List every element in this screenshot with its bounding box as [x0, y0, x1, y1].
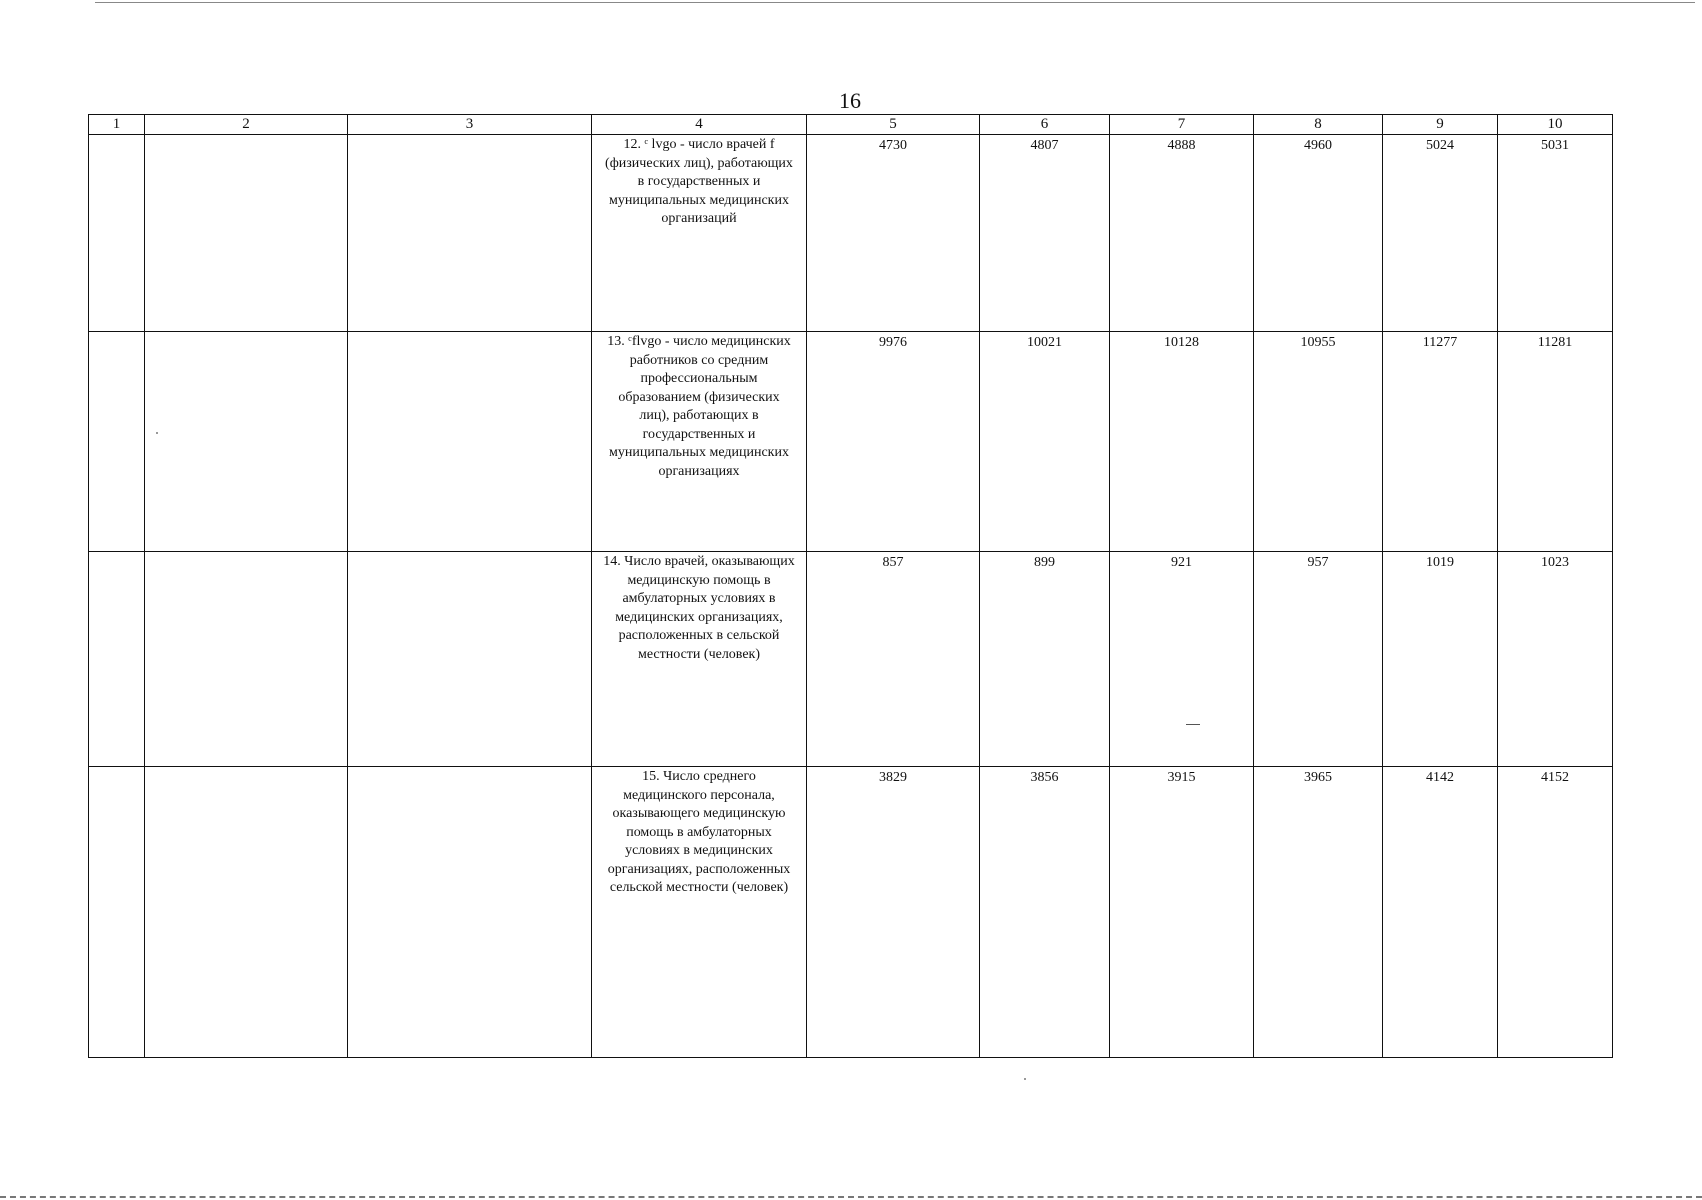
value-cell: 4730 [807, 135, 980, 332]
header-row [89, 115, 1613, 135]
scan-bottom-edge [0, 1196, 1702, 1198]
scan-top-edge [95, 2, 1695, 3]
cell-col1 [89, 135, 145, 332]
value-cell: 3829 [807, 767, 980, 1058]
column-header-7: 7 [1110, 115, 1254, 135]
scan-speck [1024, 1078, 1026, 1080]
value-cell: 11277 [1383, 332, 1498, 552]
cell-col2 [145, 332, 348, 552]
table-row [89, 135, 1613, 332]
value-cell: 4960 [1254, 135, 1383, 332]
cell-col1 [89, 552, 145, 767]
value-cell: 3856 [980, 767, 1110, 1058]
value-cell: 10128 [1110, 332, 1254, 552]
value-cell: 5024 [1383, 135, 1498, 332]
value-cell: 3965 [1254, 767, 1383, 1058]
column-header-5: 5 [807, 115, 980, 135]
value-cell: 4152 [1498, 767, 1613, 1058]
table-row [89, 332, 1613, 552]
table-row [89, 767, 1613, 1058]
column-header-9: 9 [1383, 115, 1498, 135]
column-header-2: 2 [145, 115, 348, 135]
column-header-6: 6 [980, 115, 1110, 135]
column-header-3: 3 [348, 115, 592, 135]
value-cell: 4888 [1110, 135, 1254, 332]
row-description: 12. ᶜ lvgo - число врачей f (физических лиц), работающих в государственных и муниципальных медицинских организаций [592, 135, 807, 332]
page-number: 16 [839, 88, 861, 113]
scan-dash-mark [1186, 724, 1200, 725]
column-header-1: 1 [89, 115, 145, 135]
cell-col2 [145, 135, 348, 332]
table-row [89, 552, 1613, 767]
column-header-4: 4 [592, 115, 807, 135]
value-cell: 9976 [807, 332, 980, 552]
scan-speck [156, 432, 158, 434]
cell-col1 [89, 767, 145, 1058]
cell-col3 [348, 552, 592, 767]
cell-col2 [145, 552, 348, 767]
value-cell: 10955 [1254, 332, 1383, 552]
value-cell: 10021 [980, 332, 1110, 552]
value-cell: 4142 [1383, 767, 1498, 1058]
row-description: 13. ᶜflvgo - число медицинских работников со средним профессиональным образованием (физических лиц), работающих в государственных и муниципальных медицинских организациях [592, 332, 807, 552]
column-header-10: 10 [1498, 115, 1613, 135]
row-description: 15. Число среднего медицинского персонала, оказывающего медицинскую помощь в амбулаторных условиях в медицинских организациях, расположенных сельской местности (человек) [592, 767, 807, 1058]
column-header-8: 8 [1254, 115, 1383, 135]
data-table [88, 114, 1613, 1058]
value-cell: 1019 [1383, 552, 1498, 767]
cell-col3 [348, 767, 592, 1058]
value-cell: 857 [807, 552, 980, 767]
value-cell: 5031 [1498, 135, 1613, 332]
cell-col2 [145, 767, 348, 1058]
value-cell: 921 [1110, 552, 1254, 767]
value-cell: 957 [1254, 552, 1383, 767]
value-cell: 1023 [1498, 552, 1613, 767]
cell-col3 [348, 332, 592, 552]
value-cell: 3915 [1110, 767, 1254, 1058]
value-cell: 11281 [1498, 332, 1613, 552]
cell-col1 [89, 332, 145, 552]
row-description: 14. Число врачей, оказывающих медицинскую помощь в амбулаторных условиях в медицинских организациях, расположенных в сельской местности (человек) [592, 552, 807, 767]
cell-col3 [348, 135, 592, 332]
value-cell: 4807 [980, 135, 1110, 332]
value-cell: 899 [980, 552, 1110, 767]
